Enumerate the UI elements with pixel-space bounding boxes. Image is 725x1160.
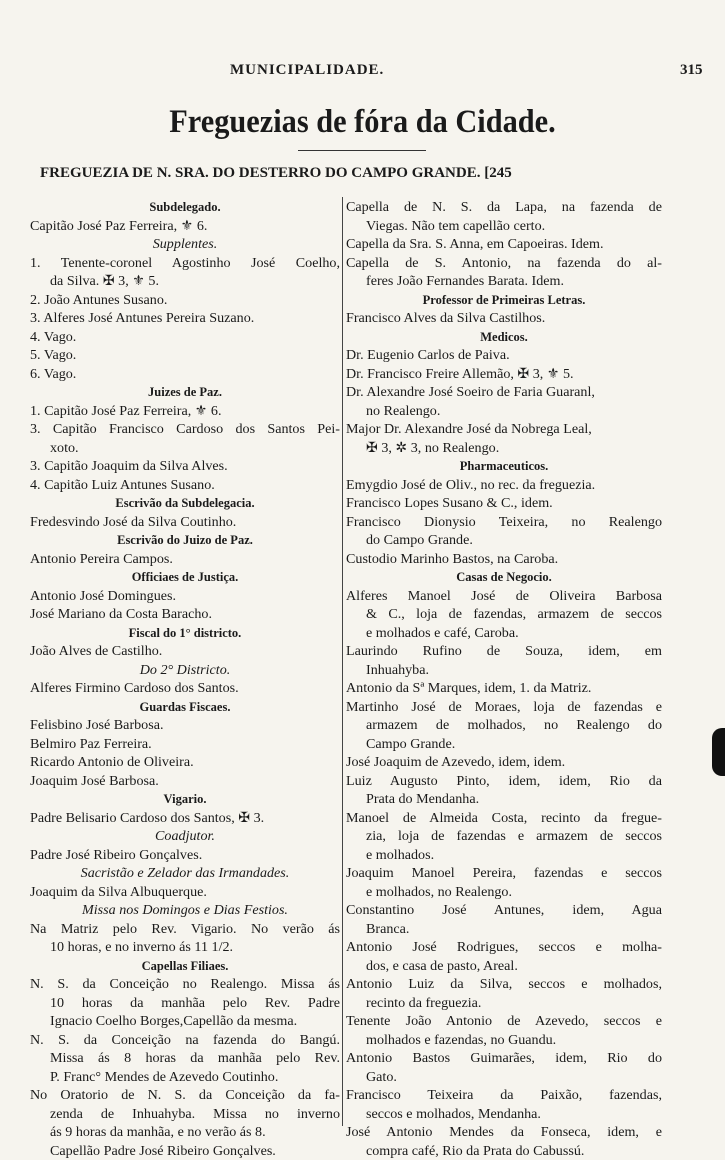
text-line: 1. Capitão José Paz Ferreira, ⚜ 6.	[30, 402, 340, 421]
text-line: Antonio Luiz da Silva, seccos e molhados,	[346, 975, 662, 994]
text-line: Custodio Marinho Bastos, na Caroba.	[346, 550, 662, 569]
text-line: xoto.	[30, 439, 340, 458]
page-title: Freguezias de fóra da Cidade.	[29, 102, 696, 142]
text-line: João Alves de Castilho.	[30, 642, 340, 661]
text-line: Francisco Teixeira da Paixão, fazendas,	[346, 1086, 662, 1105]
text-line: Antonio Pereira Campos.	[30, 550, 340, 569]
text-line: Manoel de Almeida Costa, recinto da fregue-	[346, 809, 662, 828]
section-subheading: Vigario.	[30, 790, 340, 809]
text-line: do Campo Grande.	[346, 531, 662, 550]
page-edge-blot	[712, 728, 725, 776]
text-line: 4. Capitão Luiz Antunes Susano.	[30, 476, 340, 495]
section-subheading: Guardas Fiscaes.	[30, 698, 340, 717]
left-column	[30, 198, 340, 1160]
right-column	[346, 198, 662, 1160]
text-line: recinto da freguezia.	[346, 994, 662, 1013]
section-subheading: Supplentes.	[30, 235, 340, 254]
text-line: Alferes Firmino Cardoso dos Santos.	[30, 679, 340, 698]
section-subheading: Officiaes de Justiça.	[30, 568, 340, 587]
text-line: seccos e molhados, Mendanha.	[346, 1105, 662, 1124]
section-subheading: Professor de Primeiras Letras.	[346, 291, 662, 310]
text-line: Capella de N. S. da Lapa, na fazenda de	[346, 198, 662, 217]
text-line: Capella de S. Antonio, na fazenda do al-	[346, 254, 662, 273]
text-line: Emygdio José de Oliv., no rec. da freguezia.	[346, 476, 662, 495]
text-line: 10 horas, e no inverno ás 11 1/2.	[30, 938, 340, 957]
text-line: Antonio Bastos Guimarães, idem, Rio do	[346, 1049, 662, 1068]
text-line: Antonio José Domingues.	[30, 587, 340, 606]
text-line: 4. Vago.	[30, 328, 340, 347]
text-line: e molhados e café, Caroba.	[346, 624, 662, 643]
text-line: Padre Belisario Cardoso dos Santos, ✠ 3.	[30, 809, 340, 828]
text-line: Major Dr. Alexandre José da Nobrega Leal,	[346, 420, 662, 439]
text-line: zenda de Inhuahyba. Missa no inverno	[30, 1105, 340, 1124]
text-line: Gato.	[346, 1068, 662, 1087]
text-line: Joaquim da Silva Albuquerque.	[30, 883, 340, 902]
text-line: Inhuahyba.	[346, 661, 662, 680]
text-line: zia, loja de fazendas e armazem de seccos	[346, 827, 662, 846]
section-subheading: Capellas Filiaes.	[30, 957, 340, 976]
section-subheading: Coadjutor.	[30, 827, 340, 846]
running-title: MUNICIPALIDADE.	[230, 62, 384, 79]
text-line: Missa ás 8 horas da manhãa pelo Rev.	[30, 1049, 340, 1068]
text-line: Alferes Manoel José de Oliveira Barbosa	[346, 587, 662, 606]
text-line: Prata do Mendanha.	[346, 790, 662, 809]
section-subheading: Fiscal do 1° districto.	[30, 624, 340, 643]
text-line: da Silva. ✠ 3, ⚜ 5.	[30, 272, 340, 291]
text-line: Joaquim Manoel Pereira, fazendas e seccos	[346, 864, 662, 883]
text-line: Ignacio Coelho Borges,Capellão da mesma.	[30, 1012, 340, 1031]
text-line: Antonio José Rodrigues, seccos e molha-	[346, 938, 662, 957]
column-divider	[342, 197, 343, 1126]
text-line: feres João Fernandes Barata. Idem.	[346, 272, 662, 291]
text-line: Capitão José Paz Ferreira, ⚜ 6.	[30, 217, 340, 236]
text-line: e molhados.	[346, 846, 662, 865]
text-line: 6. Vago.	[30, 365, 340, 384]
text-line: José Joaquim de Azevedo, idem, idem.	[346, 753, 662, 772]
text-line: Capellão Padre José Ribeiro Gonçalves.	[30, 1142, 340, 1160]
text-line: 3. Capitão Francisco Cardoso dos Santos Pei-	[30, 420, 340, 439]
text-line: 1. Tenente-coronel Agostinho José Coelho,	[30, 254, 340, 273]
text-line: Ricardo Antonio de Oliveira.	[30, 753, 340, 772]
text-line: 3. Capitão Joaquim da Silva Alves.	[30, 457, 340, 476]
text-line: Constantino José Antunes, idem, Agua	[346, 901, 662, 920]
text-line: José Antonio Mendes da Fonseca, idem, e	[346, 1123, 662, 1142]
text-line: Fredesvindo José da Silva Coutinho.	[30, 513, 340, 532]
text-line: José Mariano da Costa Baracho.	[30, 605, 340, 624]
section-subheading: Casas de Negocio.	[346, 568, 662, 587]
text-line: Joaquim José Barbosa.	[30, 772, 340, 791]
text-line: Belmiro Paz Ferreira.	[30, 735, 340, 754]
text-line: Dr. Francisco Freire Allemão, ✠ 3, ⚜ 5.	[346, 365, 662, 384]
text-line: Padre José Ribeiro Gonçalves.	[30, 846, 340, 865]
section-subheading: Sacristão e Zelador das Irmandades.	[30, 864, 340, 883]
text-line: Antonio da Sª Marques, idem, 1. da Matriz.	[346, 679, 662, 698]
text-line: ✠ 3, ✲ 3, no Realengo.	[346, 439, 662, 458]
section-subheading: Do 2° Districto.	[30, 661, 340, 680]
section-subheading: Subdelegado.	[30, 198, 340, 217]
text-line: dos, e casa de pasto, Areal.	[346, 957, 662, 976]
text-line: Luiz Augusto Pinto, idem, idem, Rio da	[346, 772, 662, 791]
title-rule	[298, 150, 426, 151]
text-line: Na Matriz pelo Rev. Vigario. No verão ás	[30, 920, 340, 939]
page-number: 315	[680, 62, 703, 79]
text-line: Campo Grande.	[346, 735, 662, 754]
section-heading: FREGUEZIA DE N. SRA. DO DESTERRO DO CAMPO GRANDE. [245	[40, 163, 700, 183]
text-line: Felisbino José Barbosa.	[30, 716, 340, 735]
text-line: ás 9 horas da manhãa, e no verão ás 8.	[30, 1123, 340, 1142]
section-subheading: Escrivão da Subdelegacia.	[30, 494, 340, 513]
text-line: P. Franc° Mendes de Azevedo Coutinho.	[30, 1068, 340, 1087]
text-line: & C., loja de fazendas, armazem de seccos	[346, 605, 662, 624]
section-subheading: Pharmaceuticos.	[346, 457, 662, 476]
text-line: Viegas. Não tem capellão certo.	[346, 217, 662, 236]
text-line: armazem de molhados, no Realengo do	[346, 716, 662, 735]
text-line: Francisco Dionysio Teixeira, no Realengo	[346, 513, 662, 532]
text-line: compra café, Rio da Prata do Cabussú.	[346, 1142, 662, 1160]
section-subheading: Escrivão do Juizo de Paz.	[30, 531, 340, 550]
text-line: 2. João Antunes Susano.	[30, 291, 340, 310]
text-line: molhados e fazendas, no Guandu.	[346, 1031, 662, 1050]
section-subheading: Medicos.	[346, 328, 662, 347]
text-line: Francisco Alves da Silva Castilhos.	[346, 309, 662, 328]
text-line: Martinho José de Moraes, loja de fazendas e	[346, 698, 662, 717]
text-line: 10 horas da manhãa pelo Rev. Padre	[30, 994, 340, 1013]
text-line: No Oratorio de N. S. da Conceição da fa-	[30, 1086, 340, 1105]
section-subheading: Juizes de Paz.	[30, 383, 340, 402]
text-line: Laurindo Rufino de Souza, idem, em	[346, 642, 662, 661]
text-line: no Realengo.	[346, 402, 662, 421]
text-line: Capella da Sra. S. Anna, em Capoeiras. Idem.	[346, 235, 662, 254]
section-subheading: Missa nos Domingos e Dias Festios.	[30, 901, 340, 920]
text-line: N. S. da Conceição no Realengo. Missa ás	[30, 975, 340, 994]
text-line: N. S. da Conceição na fazenda do Bangú.	[30, 1031, 340, 1050]
text-line: e molhados, no Realengo.	[346, 883, 662, 902]
text-line: Francisco Lopes Susano & C., idem.	[346, 494, 662, 513]
text-line: 5. Vago.	[30, 346, 340, 365]
running-header	[0, 62, 725, 82]
text-line: Tenente João Antonio de Azevedo, seccos e	[346, 1012, 662, 1031]
text-line: 3. Alferes José Antunes Pereira Suzano.	[30, 309, 340, 328]
text-line: Branca.	[346, 920, 662, 939]
text-line: Dr. Eugenio Carlos de Paiva.	[346, 346, 662, 365]
text-line: Dr. Alexandre José Soeiro de Faria Guaranl,	[346, 383, 662, 402]
